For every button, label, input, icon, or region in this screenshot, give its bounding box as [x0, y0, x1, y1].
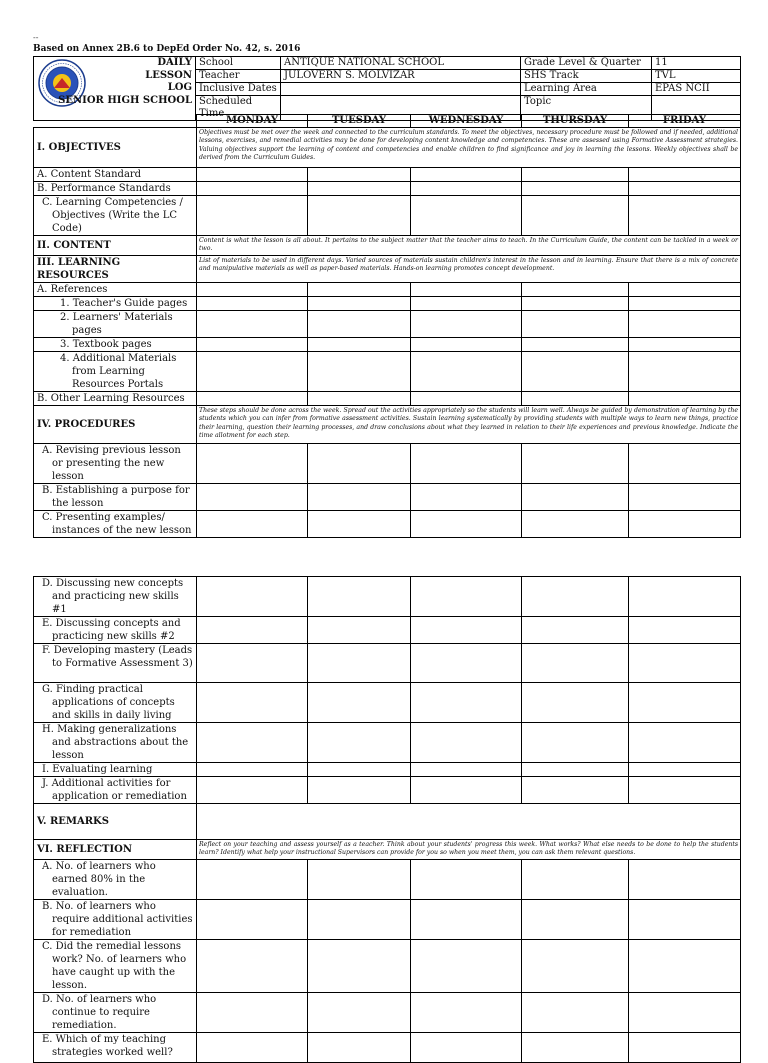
- cell[interactable]: [197, 310, 308, 337]
- procedure-c-label: C. Presenting examples/ instances of the new lesson: [34, 510, 197, 537]
- cell[interactable]: [411, 391, 522, 405]
- cell[interactable]: [411, 168, 522, 182]
- cell[interactable]: [411, 1033, 522, 1063]
- cell[interactable]: [308, 777, 411, 804]
- cell[interactable]: [308, 900, 411, 940]
- procedure-h-label: H. Making generalizations and abstractions about the lesson: [34, 723, 197, 763]
- cell[interactable]: [197, 993, 308, 1033]
- cell[interactable]: [197, 1033, 308, 1063]
- additional-materials-label: 4. Additional Materials from Learning Resources Portals: [34, 351, 197, 391]
- cell[interactable]: [411, 337, 522, 351]
- learning-competencies-label: C. Learning Competencies / Objectives (Write the LC Code): [34, 196, 197, 236]
- cell[interactable]: [522, 443, 629, 483]
- cell[interactable]: [308, 860, 411, 900]
- cell[interactable]: [308, 168, 411, 182]
- cell[interactable]: [308, 337, 411, 351]
- track-label: SHS Track: [521, 70, 652, 83]
- cell[interactable]: [197, 510, 308, 537]
- cell[interactable]: [522, 900, 629, 940]
- cell[interactable]: [522, 310, 629, 337]
- main-table-page1: [33, 114, 741, 538]
- textbook-pages-label: 3. Textbook pages: [34, 337, 197, 351]
- title-senior-high: SENIOR HIGH SCHOOL: [58, 94, 192, 106]
- reflection-c-label: C. Did the remedial lessons work? No. of learners who have caught up with the lesson.: [34, 940, 197, 993]
- procedure-i-label: I. Evaluating learning: [34, 763, 197, 777]
- cell[interactable]: [308, 296, 411, 310]
- cell[interactable]: [629, 391, 741, 405]
- cell[interactable]: [308, 617, 411, 644]
- cell[interactable]: [629, 351, 741, 391]
- cell[interactable]: [522, 860, 629, 900]
- cell[interactable]: [308, 644, 411, 683]
- cell[interactable]: [522, 391, 629, 405]
- resources-note: List of materials to be used in different days. Varied sources of materials sustain children's interest in the lesson and in learning. Ensure that there is a mix of concrete and manipulative materials as well as paper-based materials. Hands-on learning promotes concept development.: [197, 255, 741, 282]
- title-daily: DAILY: [157, 57, 192, 68]
- cell[interactable]: [629, 1033, 741, 1063]
- cell[interactable]: [522, 683, 629, 723]
- cell[interactable]: [411, 577, 522, 617]
- cell[interactable]: [197, 617, 308, 644]
- cell[interactable]: [197, 860, 308, 900]
- references-label: A. References: [34, 282, 197, 296]
- cell[interactable]: [411, 196, 522, 236]
- track-value: TVL: [652, 70, 741, 83]
- cell[interactable]: [411, 510, 522, 537]
- day-wednesday: WEDNESDAY: [411, 115, 522, 128]
- cell[interactable]: [411, 443, 522, 483]
- day-thursday: THURSDAY: [522, 115, 629, 128]
- grade-value: 11: [652, 57, 741, 70]
- day-friday: FRIDAY: [629, 115, 741, 128]
- reflection-e-label: E. Which of my teaching strategies worked well?: [34, 1033, 197, 1063]
- learners-materials-label: 2. Learners' Materials pages: [34, 310, 197, 337]
- reflection-heading: VI. REFLECTION: [34, 840, 197, 860]
- cell[interactable]: [308, 993, 411, 1033]
- cell[interactable]: [629, 993, 741, 1033]
- cell[interactable]: [308, 763, 411, 777]
- cell[interactable]: [629, 763, 741, 777]
- objectives-heading: I. OBJECTIVES: [34, 128, 197, 168]
- cell[interactable]: [629, 577, 741, 617]
- cell[interactable]: [522, 168, 629, 182]
- cell[interactable]: [411, 763, 522, 777]
- title-lesson: LESSON: [145, 69, 192, 81]
- cell[interactable]: [197, 351, 308, 391]
- remarks-heading: V. REMARKS: [34, 804, 197, 840]
- cell[interactable]: [629, 443, 741, 483]
- cell[interactable]: [411, 310, 522, 337]
- cell[interactable]: [197, 391, 308, 405]
- cell[interactable]: [629, 723, 741, 763]
- cell[interactable]: [411, 860, 522, 900]
- cell[interactable]: [629, 196, 741, 236]
- cell[interactable]: [411, 282, 522, 296]
- cell[interactable]: [308, 1033, 411, 1063]
- cell[interactable]: [629, 483, 741, 510]
- cell[interactable]: [308, 483, 411, 510]
- procedures-note: These steps should be done across the week. Spread out the activities appropriately so the students will learn well. Always be guided by demonstration of learning by the students which you can infer from formative assessment activities. Sustain learning systematically by providing students with multiple ways to learn new things, practice their learning, question their learning processes, and draw conclusions about what they learned in relation to their life experiences and previous knowledge. Indicate the time allotment for each step.: [197, 405, 741, 443]
- cell[interactable]: [629, 617, 741, 644]
- grade-label: Grade Level & Quarter: [521, 57, 652, 70]
- cell[interactable]: [308, 282, 411, 296]
- day-tuesday: TUESDAY: [308, 115, 411, 128]
- remarks-field[interactable]: [197, 804, 741, 840]
- cell[interactable]: [522, 510, 629, 537]
- cell[interactable]: [308, 182, 411, 196]
- teachers-guide-label: 1. Teacher's Guide pages: [34, 296, 197, 310]
- cell[interactable]: [197, 182, 308, 196]
- cell[interactable]: [197, 483, 308, 510]
- cell[interactable]: [197, 900, 308, 940]
- cell[interactable]: [197, 940, 308, 993]
- day-monday: MONDAY: [197, 115, 308, 128]
- cell[interactable]: [411, 483, 522, 510]
- cell[interactable]: [197, 763, 308, 777]
- cell[interactable]: [629, 900, 741, 940]
- cell[interactable]: [411, 940, 522, 993]
- cell[interactable]: [629, 296, 741, 310]
- performance-standards-label: B. Performance Standards: [34, 182, 197, 196]
- content-heading: II. CONTENT: [34, 236, 197, 256]
- cell[interactable]: [629, 510, 741, 537]
- cell[interactable]: [308, 310, 411, 337]
- school-value: ANTIQUE NATIONAL SCHOOL: [281, 57, 521, 70]
- area-value: EPAS NCII: [652, 83, 741, 96]
- cell[interactable]: [411, 296, 522, 310]
- school-label: School: [196, 57, 281, 70]
- cell[interactable]: [522, 644, 629, 683]
- time-label: Scheduled Time: [196, 96, 281, 121]
- procedure-f-label: F. Developing mastery (Leads to Formative Assessment 3): [34, 644, 197, 683]
- cell[interactable]: [308, 683, 411, 723]
- cell[interactable]: [411, 723, 522, 763]
- resources-heading: III. LEARNING RESOURCES: [34, 255, 197, 282]
- cell[interactable]: [197, 168, 308, 182]
- content-note: Content is what the lesson is all about. It pertains to the subject matter that the teacher aims to teach. In the Curriculum Guide, the content can be tackled in a week or two.: [197, 236, 741, 256]
- cell[interactable]: [411, 993, 522, 1033]
- cell[interactable]: [411, 182, 522, 196]
- dates-label: Inclusive Dates: [196, 83, 281, 96]
- title-log: LOG: [167, 82, 192, 93]
- cell[interactable]: [629, 683, 741, 723]
- cell[interactable]: [197, 337, 308, 351]
- cell[interactable]: [411, 644, 522, 683]
- reflection-b-label: B. No. of learners who require additional activities for remediation: [34, 900, 197, 940]
- procedure-d-label: D. Discussing new concepts and practicing new skills #1: [34, 577, 197, 617]
- cell[interactable]: [197, 282, 308, 296]
- cell[interactable]: [197, 644, 308, 683]
- cell[interactable]: [197, 777, 308, 804]
- objectives-note: Objectives must be met over the week and connected to the curriculum standards. To meet the objectives, necessary procedure must be followed and if needed, additional lessons, exercises, and remedial activities may be done for developing content knowledge and competencies. These are assessed using Formative Assessment strategies. Valuing objectives support the learning of content and competencies and enable children to find significance and joy in learning the lessons. Weekly objectives shall be derived from the Curriculum Guides.: [197, 128, 741, 168]
- cell[interactable]: [522, 1033, 629, 1063]
- cell[interactable]: [308, 196, 411, 236]
- other-resources-label: B. Other Learning Resources: [34, 391, 197, 405]
- procedure-e-label: E. Discussing concepts and practicing new skills #2: [34, 617, 197, 644]
- cell[interactable]: [411, 351, 522, 391]
- cell[interactable]: [629, 337, 741, 351]
- cell[interactable]: [308, 940, 411, 993]
- cell[interactable]: [629, 940, 741, 993]
- cell[interactable]: [197, 296, 308, 310]
- dates-value: [281, 83, 521, 96]
- cell[interactable]: [629, 310, 741, 337]
- cell[interactable]: [308, 723, 411, 763]
- cell[interactable]: [308, 391, 411, 405]
- annex-reference: Based on Annex 2B.6 to DepEd Order No. 42, s. 2016: [33, 44, 301, 54]
- cell[interactable]: [197, 683, 308, 723]
- cell[interactable]: [522, 993, 629, 1033]
- reflection-note: Reflect on your teaching and assess yourself as a teacher. Think about your students' progress this week. What works? What else needs to be done to help the students learn? Identify what help your instructional Supervisors can provide for you so when you meet them, you can ask them relevant questions.: [197, 840, 741, 860]
- cell[interactable]: [522, 723, 629, 763]
- main-table-page2: [33, 576, 741, 1063]
- header-table: [33, 56, 741, 121]
- cell[interactable]: [308, 577, 411, 617]
- cell[interactable]: [411, 617, 522, 644]
- procedures-heading: IV. PROCEDURES: [34, 405, 197, 443]
- teacher-label: Teacher: [196, 70, 281, 83]
- area-label: Learning Area: [521, 83, 652, 96]
- cell[interactable]: [197, 443, 308, 483]
- cell[interactable]: [308, 443, 411, 483]
- deped-seal-cell: [34, 57, 196, 121]
- cell[interactable]: [629, 860, 741, 900]
- cell[interactable]: [629, 168, 741, 182]
- cell[interactable]: [197, 723, 308, 763]
- cell[interactable]: [522, 182, 629, 196]
- reflection-d-label: D. No. of learners who continue to require remediation.: [34, 993, 197, 1033]
- cell[interactable]: [411, 777, 522, 804]
- cell[interactable]: [522, 196, 629, 236]
- cell[interactable]: [522, 763, 629, 777]
- cell[interactable]: [629, 644, 741, 683]
- cell[interactable]: [308, 510, 411, 537]
- cell[interactable]: [629, 777, 741, 804]
- reflection-a-label: A. No. of learners who earned 80% in the evaluation.: [34, 860, 197, 900]
- procedure-j-label: J. Additional activities for application or remediation: [34, 777, 197, 804]
- cell[interactable]: [522, 577, 629, 617]
- procedure-a-label: A. Revising previous lesson or presenting the new lesson: [34, 443, 197, 483]
- cell[interactable]: [308, 351, 411, 391]
- content-standard-label: A. Content Standard: [34, 168, 197, 182]
- topic-label: Topic: [521, 96, 652, 121]
- teacher-value: JULOVERN S. MOLVIZAR: [281, 70, 521, 83]
- cell[interactable]: [629, 182, 741, 196]
- cell[interactable]: [197, 196, 308, 236]
- cell[interactable]: [522, 483, 629, 510]
- procedure-b-label: B. Establishing a purpose for the lesson: [34, 483, 197, 510]
- cell[interactable]: [522, 617, 629, 644]
- cell[interactable]: [411, 683, 522, 723]
- cell[interactable]: [522, 351, 629, 391]
- cell[interactable]: [522, 282, 629, 296]
- cell[interactable]: [629, 282, 741, 296]
- cell[interactable]: [411, 900, 522, 940]
- cell[interactable]: [522, 940, 629, 993]
- cell[interactable]: [522, 337, 629, 351]
- top-mark: --: [33, 33, 39, 42]
- cell[interactable]: [522, 777, 629, 804]
- procedure-g-label: G. Finding practical applications of concepts and skills in daily living: [34, 683, 197, 723]
- cell[interactable]: [197, 577, 308, 617]
- cell[interactable]: [522, 296, 629, 310]
